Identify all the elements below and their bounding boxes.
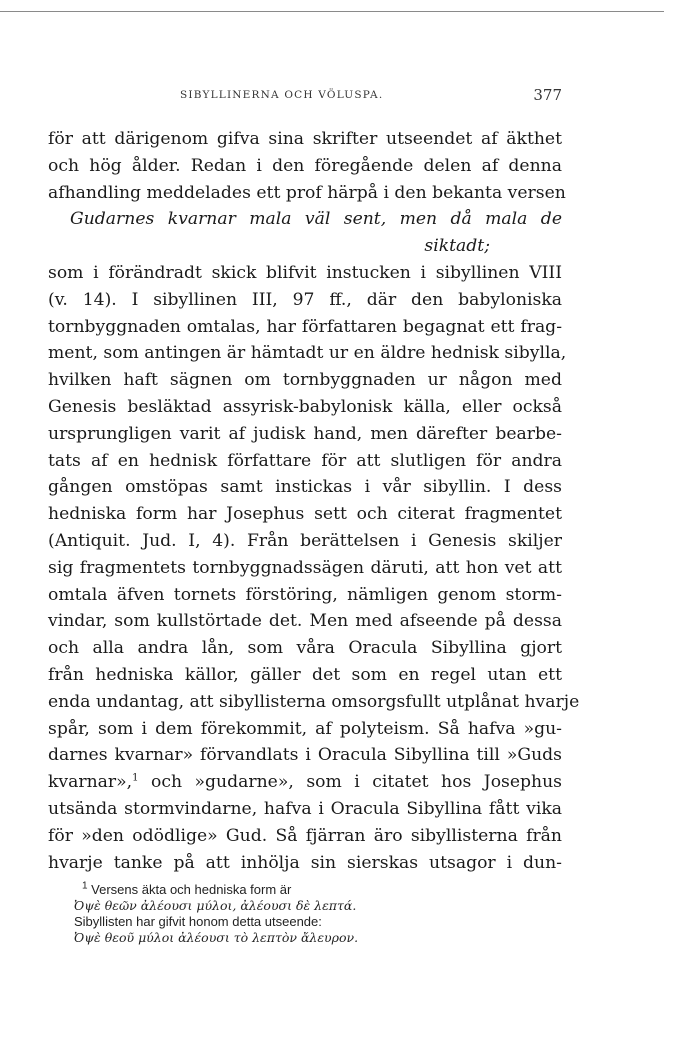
text-line: omtala äfven tornets förstöring, nämligen genom storm-: [48, 584, 562, 605]
text-fragment: och »gudarne», som i citatet hos Josephus: [138, 772, 562, 793]
text-line: hvarje tanke på att inhölja sin sierskas utsagor i dun-: [48, 852, 562, 873]
footnote-intro: Versens äkta och hedniska form är: [87, 882, 292, 897]
text-line: utsända stormvindarne, hafva i Oracula Sibyllina fått vika: [48, 798, 562, 819]
footnote-intro-line: [74, 882, 454, 898]
text-line: och hög ålder. Redan i den föregående delen af denna: [48, 155, 562, 176]
sibyllist-intro: Sibyllisten har gifvit honom detta utseende:: [74, 914, 322, 929]
text-line: hvilken haft sägnen om tornbyggnaden ur någon med: [48, 370, 562, 391]
text-line: enda undantag, att sibyllisterna omsorgsfullt utplånat hvarje: [48, 691, 580, 712]
text-line: sig fragmentets tornbyggnadssägen däruti, att hon vet att: [48, 557, 562, 578]
page-header: [52, 86, 562, 109]
text-line: Genesis besläktad assyrisk-babylonisk källa, eller också: [48, 396, 562, 417]
text-line: (Antiquit. Jud. I, 4). Från berättelsen i Genesis skiljer: [48, 530, 562, 551]
running-title: SIBYLLINERNA OCH VÖLUSPA.: [180, 89, 384, 101]
verse-line-1: Gudarnes kvarnar mala väl sent, men då mala de: [70, 209, 562, 230]
greek-sibyllist: Ὀψὲ θεοῦ μύλοι ἀλέουσι τὸ λεπτὸν ἄλευρον.: [74, 930, 359, 945]
text-line: från hedniska källor, gäller det som en regel utan ett: [48, 664, 562, 685]
text-fragment: kvarnar»,: [48, 772, 133, 793]
text-line: för att därigenom gifva sina skrifter utseendet af äkthet: [48, 129, 562, 149]
footnotes: [74, 882, 454, 946]
body-text: [48, 126, 580, 876]
top-rule: [0, 11, 664, 12]
page-number: 377: [533, 86, 562, 104]
text-line: afhandling meddelades ett prof härpå i den bekanta versen: [48, 182, 566, 203]
text-line: och alla andra lån, som våra Oracula Sibyllina gjort: [48, 638, 562, 659]
text-line: för »den odödlige» Gud. Så fjärran äro sibyllisterna från: [48, 825, 562, 846]
greek-original: Ὀψὲ θεῶν ἀλέουσι μύλοι, ἀλέουσι δὲ λεπτά.: [74, 898, 357, 913]
text-line: spår, som i dem förekommit, af polyteism. Så hafva »gu-: [48, 718, 562, 739]
text-line: hedniska form har Josephus sett och citerat fragmentet: [48, 504, 562, 525]
footnote-number: 1: [82, 880, 88, 892]
text-line: vindar, som kullstörtade det. Men med afseende på dessa: [48, 611, 562, 632]
text-line: tornbyggnaden omtalas, har författaren begagnat ett frag-: [48, 316, 562, 337]
text-line-with-footnote: [48, 769, 562, 796]
text-line: ursprungligen varit af judisk hand, men därefter bearbe-: [48, 423, 562, 444]
text-line: (v. 14). I sibyllinen III, 97 ff., där den babyloniska: [48, 289, 562, 310]
text-line: tats af en hednisk författare för att slutligen för andra: [48, 450, 562, 471]
footnote-marker: 1: [132, 772, 139, 784]
text-line: gången omstöpas samt instickas i vår sibyllin. I dess: [48, 477, 562, 498]
text-line: som i förändradt skick blifvit instucken i sibyllinen VIII: [48, 262, 562, 283]
text-line: ment, som antingen är hämtadt ur en äldre hednisk sibylla,: [48, 343, 567, 364]
verse-line-2: siktadt;: [424, 236, 490, 257]
text-line: darnes kvarnar» förvandlats i Oracula Sibyllina till »Guds: [48, 745, 562, 766]
